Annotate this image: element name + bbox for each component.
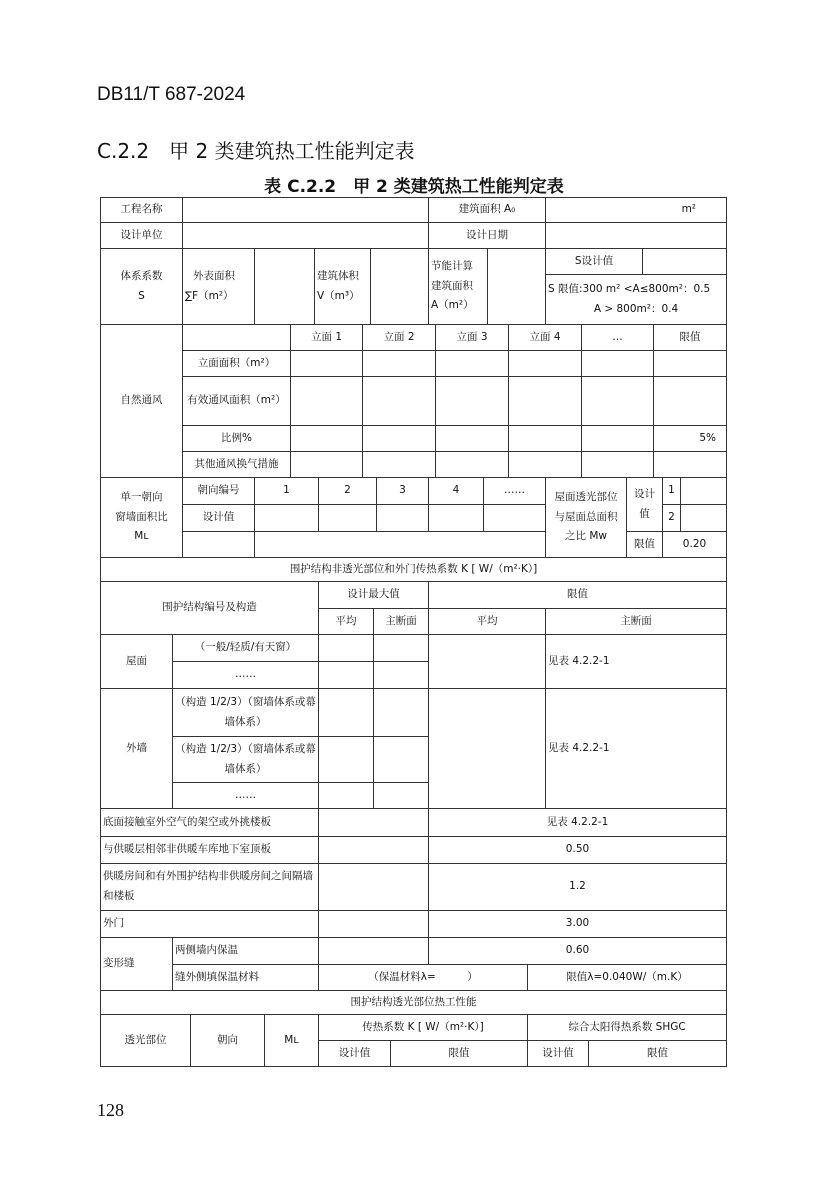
cell: …… — [484, 478, 546, 505]
cell: 主断面 — [374, 609, 429, 635]
cell: 限值 — [391, 1041, 528, 1067]
label: 建筑体积 — [317, 269, 359, 282]
empty-cell — [436, 426, 509, 452]
empty-cell — [291, 351, 363, 377]
empty-cell — [582, 351, 654, 377]
cell: 比例% — [183, 426, 291, 452]
empty-cell — [319, 662, 374, 689]
label: 节能计算 — [431, 259, 473, 272]
empty-cell — [582, 377, 654, 426]
cell — [371, 249, 429, 325]
empty-cell — [436, 452, 509, 478]
empty-cell — [374, 635, 429, 662]
empty-cell — [363, 351, 436, 377]
empty-cell — [374, 737, 429, 783]
cell: 0.20 — [663, 532, 727, 558]
label: 屋面透光部位 — [554, 490, 618, 503]
cell: m² — [546, 198, 727, 223]
empty-cell — [319, 783, 374, 809]
cell: S设计值 — [546, 249, 643, 275]
cell: 围护结构非透光部位和外门传热系数 K [ W/（m²·K）] — [101, 558, 727, 582]
cell: 2 — [319, 478, 377, 505]
cell: 供暖房间和有外围护结构非供暖房间之间隔墙和楼板 — [101, 864, 319, 911]
empty-cell — [255, 505, 319, 532]
label: 与屋面总面积 — [554, 510, 618, 523]
label: A（m²） — [431, 299, 474, 312]
cell: 朝向 — [191, 1015, 265, 1067]
cell — [183, 249, 255, 325]
empty-cell — [654, 377, 727, 426]
empty-cell — [319, 837, 429, 864]
cell: 1.2 — [429, 864, 727, 911]
table-transparent-envelope — [100, 990, 727, 1067]
table-basic-info — [100, 197, 727, 325]
empty-cell — [654, 351, 727, 377]
empty-cell — [319, 938, 429, 965]
label: 外表面积 — [193, 269, 235, 282]
label: S — [138, 289, 145, 302]
cell: 综合太阳得热系数 SHGC — [528, 1015, 727, 1041]
cell: 围护结构编号及构造 — [101, 582, 319, 635]
label: 体系系数 — [120, 269, 163, 282]
label: V（m³） — [317, 289, 360, 302]
cell: 立面 1 — [291, 325, 363, 351]
cell: 立面 4 — [509, 325, 582, 351]
empty-cell — [429, 505, 484, 532]
empty-cell — [291, 426, 363, 452]
cell: 自然通风 — [101, 325, 183, 478]
cell: 3.00 — [429, 911, 727, 938]
standard-number: DB11/T 687-2024 — [97, 84, 246, 105]
cell: 朝向编号 — [183, 478, 255, 505]
cell: （保温材料λ= ） — [319, 965, 528, 991]
cell: 其他通风换气措施 — [183, 452, 291, 478]
cell: 限值 — [654, 325, 727, 351]
cell — [101, 478, 183, 558]
cell — [315, 249, 371, 325]
cell: Mʟ — [265, 1015, 319, 1067]
cell: 平均 — [429, 609, 546, 635]
cell: （一般/轻质/有天窗） — [173, 635, 319, 662]
cell: 有效通风面积（m²） — [183, 377, 291, 426]
empty-cell — [319, 809, 429, 837]
cell: 设计值 — [627, 478, 663, 532]
label: Mʟ — [134, 530, 149, 543]
cell: 3 — [377, 478, 429, 505]
empty-cell — [363, 426, 436, 452]
cell: 立面面积（m²） — [183, 351, 291, 377]
empty-cell — [509, 452, 582, 478]
empty-cell — [582, 452, 654, 478]
label: 单一朝向 — [120, 490, 163, 503]
cell — [546, 275, 727, 325]
empty-cell — [374, 689, 429, 737]
cell — [546, 478, 627, 558]
empty-cell — [374, 662, 429, 689]
cell — [643, 249, 727, 275]
empty-cell — [319, 737, 374, 783]
label: 窗墙面积比 — [115, 510, 168, 523]
cell: 限值 — [429, 582, 727, 609]
empty-cell — [509, 351, 582, 377]
empty-cell — [654, 452, 727, 478]
cell: 0.60 — [429, 938, 727, 965]
empty-cell — [509, 377, 582, 426]
label: A > 800m²：0.4 — [593, 302, 679, 315]
cell: （构造 1/2/3）（窗墙体系或幕墙体系） — [173, 737, 319, 783]
cell: 外墙 — [101, 689, 173, 809]
cell: （构造 1/2/3）（窗墙体系或幕墙体系） — [173, 689, 319, 737]
label: S 限值:300 m² <A≤800m²：0.5 — [548, 282, 711, 295]
cell: 围护结构透光部位热工性能 — [101, 991, 727, 1015]
cell — [255, 249, 315, 325]
design-unit-value — [183, 223, 429, 249]
cell: 设计值 — [528, 1041, 589, 1067]
cell: 外门 — [101, 911, 319, 938]
cell: 传热系数 K [ W/（m²·K）] — [319, 1015, 528, 1041]
cell: 4 — [429, 478, 484, 505]
empty-cell — [484, 505, 546, 532]
cell: 见表 4.2.2-1 — [546, 689, 727, 809]
cell — [183, 325, 291, 351]
label: 之比 Mᴡ — [565, 530, 607, 543]
cell: 2 — [663, 505, 681, 532]
cell: 两侧墙内保温 — [173, 938, 319, 965]
table-natural-ventilation — [100, 324, 727, 478]
cell: 1 — [663, 478, 681, 505]
empty-cell — [363, 452, 436, 478]
empty-cell — [255, 532, 546, 558]
empty-cell — [681, 505, 727, 532]
empty-cell — [509, 426, 582, 452]
empty-cell — [319, 911, 429, 938]
cell: 工程名称 — [101, 198, 183, 223]
cell: 1 — [255, 478, 319, 505]
cell: 5% — [654, 426, 727, 452]
cell: … — [582, 325, 654, 351]
cell: 设计最大值 — [319, 582, 429, 609]
cell: 设计日期 — [429, 223, 546, 249]
empty-cell — [582, 426, 654, 452]
cell: 限值λ=0.040W/（m.K） — [528, 965, 727, 991]
cell: 限值 — [627, 532, 663, 558]
cell: 平均 — [319, 609, 374, 635]
cell: 缝外侧填保温材料 — [173, 965, 319, 991]
empty-cell — [377, 505, 429, 532]
cell: 主断面 — [546, 609, 727, 635]
cell — [429, 249, 488, 325]
cell: 设计值 — [183, 505, 255, 532]
table-window-wall-ratio — [100, 477, 727, 558]
design-date-value — [546, 223, 727, 249]
cell: 见表 4.2.2-1 — [546, 635, 727, 689]
cell: 0.50 — [429, 837, 727, 864]
empty-cell — [291, 377, 363, 426]
cell: 见表 4.2.2-1 — [429, 809, 727, 837]
page-number: 128 — [97, 1100, 124, 1120]
cell: 屋面 — [101, 635, 173, 689]
empty-cell — [363, 377, 436, 426]
cell: 限值 — [589, 1041, 727, 1067]
cell: 建筑面积 A₀ — [429, 198, 546, 223]
label: 建筑面积 — [431, 279, 473, 292]
cell: 立面 3 — [436, 325, 509, 351]
cell: 与供暖层相邻非供暖车库地下室顶板 — [101, 837, 319, 864]
empty-cell — [319, 635, 374, 662]
empty-cell — [429, 635, 546, 689]
table-opaque-envelope — [100, 557, 727, 809]
empty-cell — [319, 505, 377, 532]
cell — [101, 249, 183, 325]
cell: …… — [173, 662, 319, 689]
label: ∑F（m²） — [185, 289, 234, 302]
empty-cell — [183, 532, 255, 558]
cell: …… — [173, 783, 319, 809]
cell: 透光部位 — [101, 1015, 191, 1067]
empty-cell — [429, 689, 546, 809]
empty-cell — [291, 452, 363, 478]
cell: 设计值 — [319, 1041, 391, 1067]
section-title: C.2.2 甲 2 类建筑热工性能判定表 — [97, 139, 415, 163]
cell: 底面接触室外空气的架空或外挑楼板 — [101, 809, 319, 837]
empty-cell — [681, 478, 727, 505]
cell — [488, 249, 546, 325]
table-title: 表 C.2.2 甲 2 类建筑热工性能判定表 — [264, 177, 564, 197]
empty-cell — [319, 864, 429, 911]
cell: 变形缝 — [101, 938, 173, 991]
empty-cell — [374, 783, 429, 809]
empty-cell — [436, 377, 509, 426]
project-name-value — [183, 198, 429, 223]
cell: 立面 2 — [363, 325, 436, 351]
empty-cell — [319, 689, 374, 737]
cell: 设计单位 — [101, 223, 183, 249]
table-other-components — [100, 808, 727, 991]
empty-cell — [436, 351, 509, 377]
